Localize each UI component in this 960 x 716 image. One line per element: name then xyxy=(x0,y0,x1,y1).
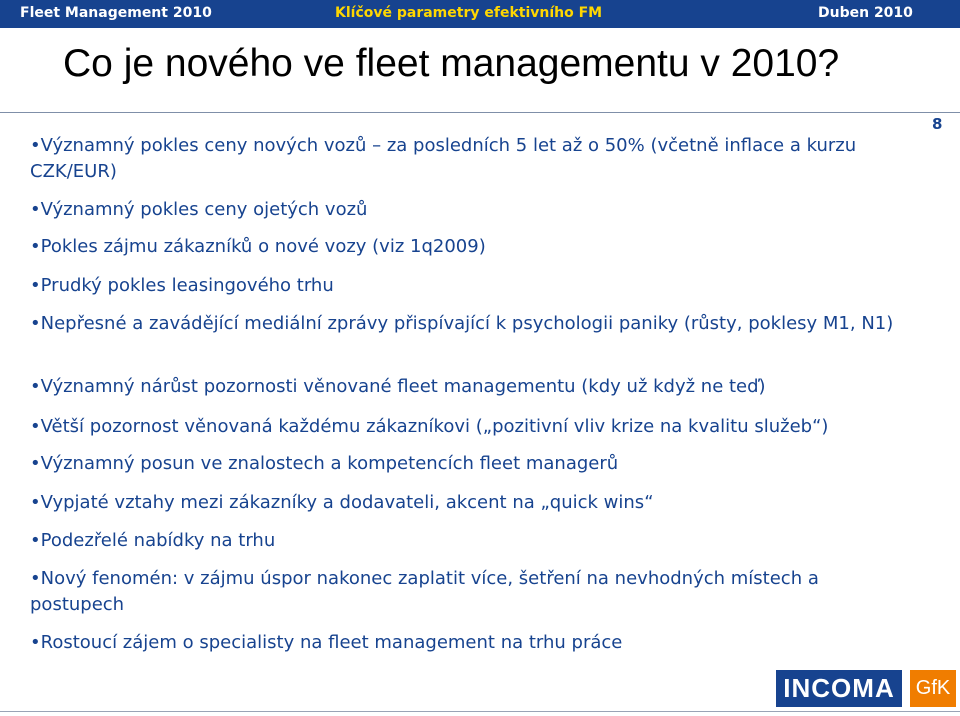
bullet-glyph: • xyxy=(30,568,41,589)
bullet-item xyxy=(30,374,910,400)
header-center-text: Klíčové parametry efektivního FM xyxy=(335,5,603,21)
gfk-logo: GfK xyxy=(910,670,956,707)
bullet-glyph: • xyxy=(30,632,41,653)
bullet-item xyxy=(30,490,910,516)
bullet-item xyxy=(30,234,910,260)
bullet-text: Významný pokles ceny nových vozů – za posledních 5 let až o 50% (včetně inflace a kurzu CZK/EUR) xyxy=(30,135,857,182)
bullet-item xyxy=(30,528,910,554)
bullet-glyph: • xyxy=(30,236,41,257)
bullet-glyph: • xyxy=(30,376,41,397)
title-divider xyxy=(0,112,960,113)
bullet-text: Významný posun ve znalostech a kompetencích fleet managerů xyxy=(40,453,619,474)
bullet-glyph: • xyxy=(30,416,41,437)
bullet-glyph: • xyxy=(30,492,41,513)
bullet-item xyxy=(30,566,910,618)
bullet-item xyxy=(30,451,910,477)
bullet-item xyxy=(30,414,910,440)
bullet-item xyxy=(30,273,910,299)
bullet-item xyxy=(30,630,910,656)
bullet-glyph: • xyxy=(30,199,41,220)
bullet-text: Významný pokles ceny ojetých vozů xyxy=(40,199,368,220)
bullet-glyph: • xyxy=(30,530,41,551)
bullet-glyph: • xyxy=(30,313,41,334)
bullet-item xyxy=(30,197,910,223)
bullet-text: Nepřesné a zavádějící mediální zprávy přispívající k psychologii paniky (růsty, poklesy M1, N1) xyxy=(40,313,894,334)
bullet-text: Významný nárůst pozornosti věnované fleet managementu (kdy už když ne teď) xyxy=(40,376,766,397)
header-bar xyxy=(0,0,960,28)
bullet-text: Větší pozornost věnovaná každému zákazníkovi („pozitivní vliv krize na kvalitu služeb“) xyxy=(40,416,829,437)
bullet-text: Prudký pokles leasingového trhu xyxy=(40,275,334,296)
bullet-glyph: • xyxy=(30,275,41,296)
incoma-logo: INCOMA xyxy=(776,670,902,707)
bullet-item xyxy=(30,311,910,337)
page-number: 8 xyxy=(932,115,943,133)
slide-title: Co je nového ve fleet managementu v 2010? xyxy=(63,42,840,85)
header-date-text: Duben 2010 xyxy=(818,5,913,21)
bullet-text: Nový fenomén: v zájmu úspor nakonec zaplatit více, šetření na nevhodných místech a postupech xyxy=(30,568,819,615)
footer-divider xyxy=(0,711,960,712)
bullet-item xyxy=(30,133,910,185)
bullet-glyph: • xyxy=(30,135,41,156)
bullet-text: Rostoucí zájem o specialisty na fleet management na trhu práce xyxy=(40,632,623,653)
bullet-text: Vypjaté vztahy mezi zákazníky a dodavateli, akcent na „quick wins“ xyxy=(40,492,654,513)
bullet-glyph: • xyxy=(30,453,41,474)
bullet-text: Podezřelé nabídky na trhu xyxy=(40,530,276,551)
bullet-text: Pokles zájmu zákazníků o nové vozy (viz 1q2009) xyxy=(40,236,486,257)
header-left-text: Fleet Management 2010 xyxy=(20,5,212,21)
